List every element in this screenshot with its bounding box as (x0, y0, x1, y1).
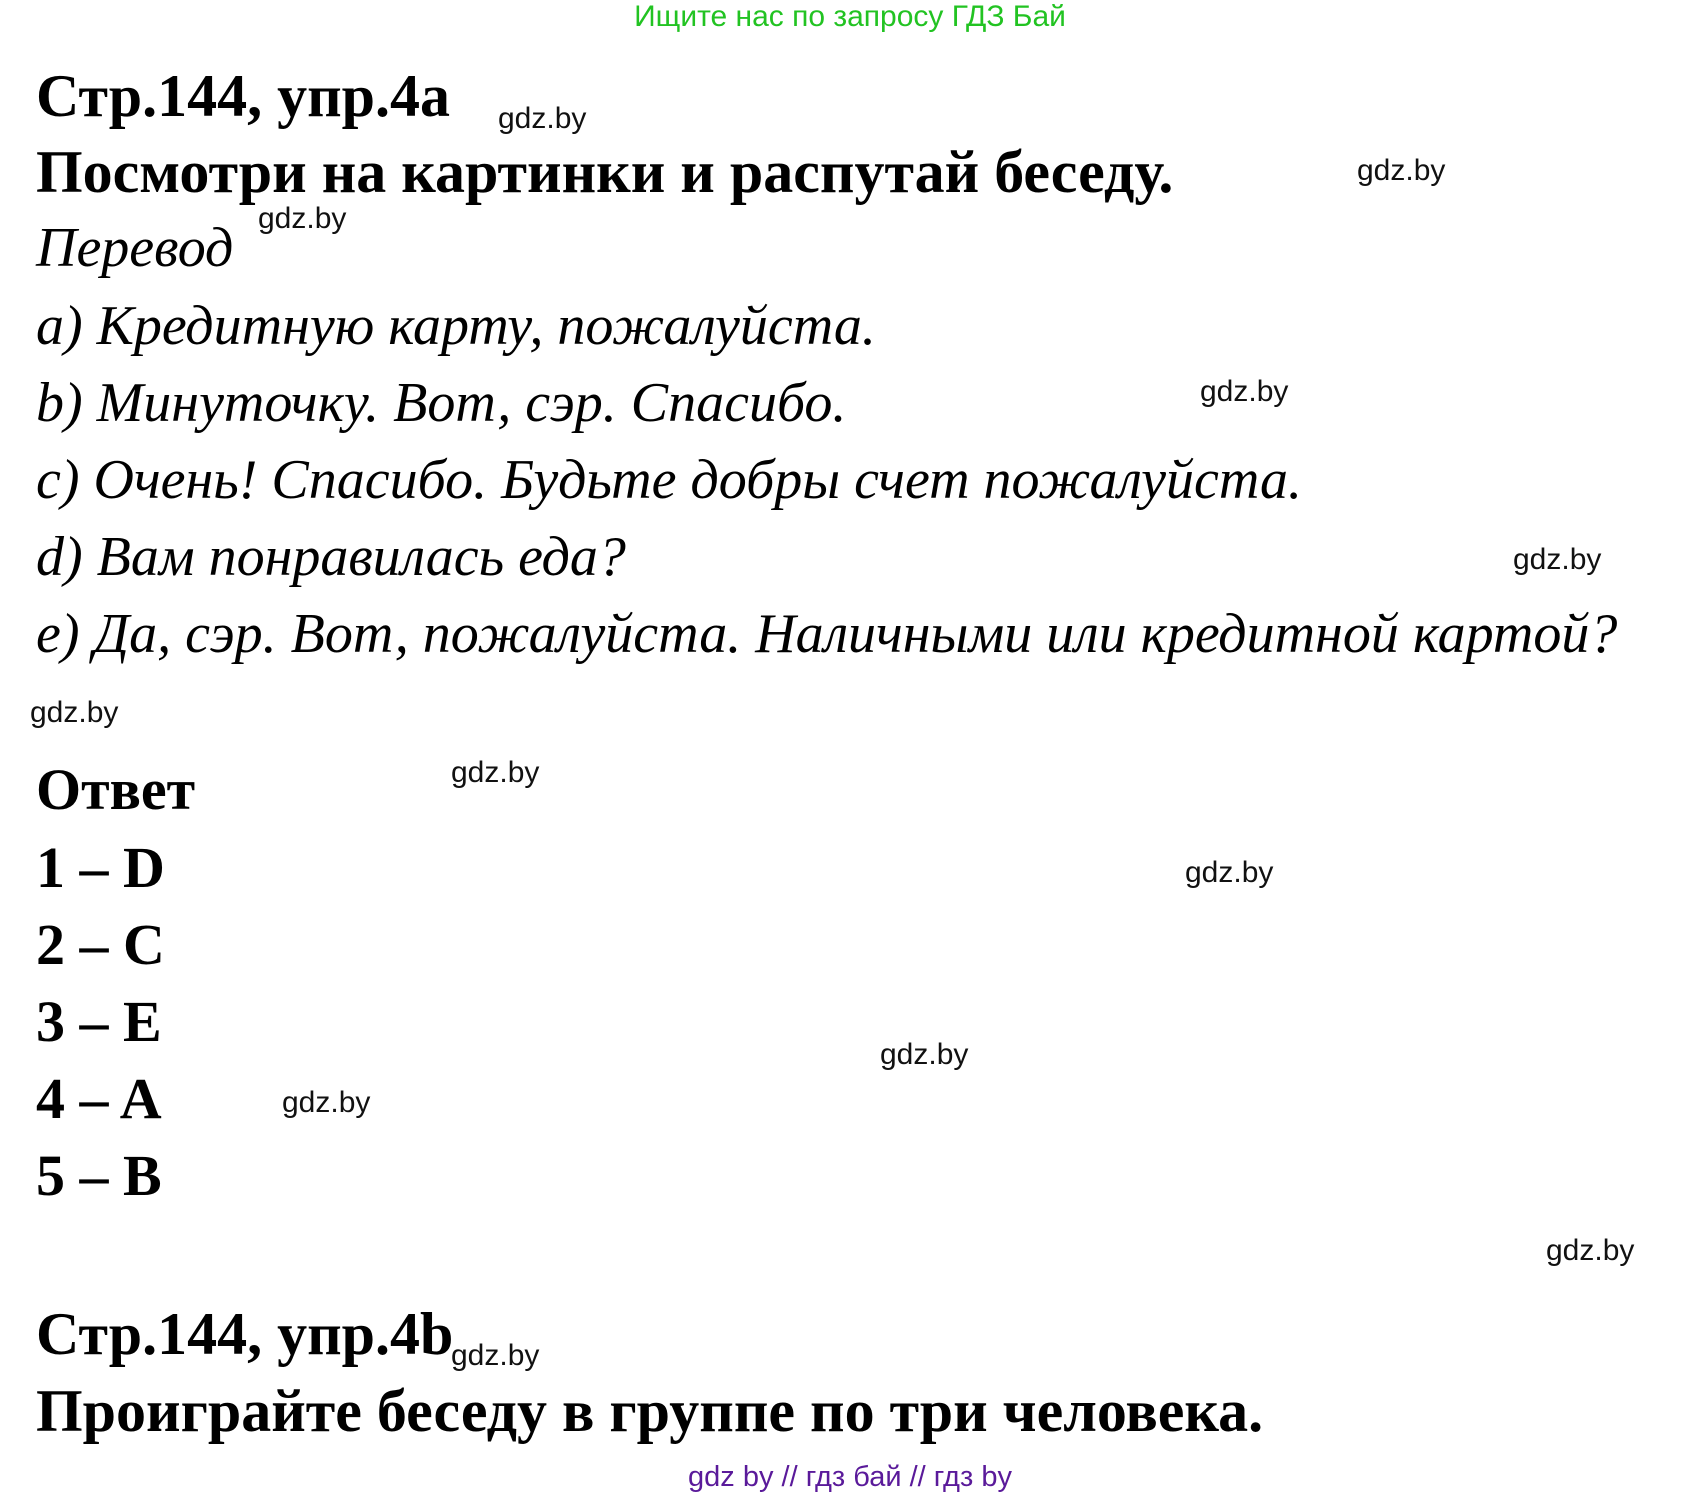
watermark: gdz.by (451, 756, 540, 789)
dialog-line-b: b) Минуточку. Вот, сэр. Спасибо. (36, 372, 847, 434)
exercise-4b-title: Стр.144, упр.4b (36, 1301, 454, 1367)
watermark: gdz.by (880, 1038, 969, 1071)
watermark: gdz.by (1185, 856, 1274, 889)
answer-item-1: 1 – D (36, 835, 165, 900)
translation-label: Перевод (36, 217, 234, 279)
watermark: gdz.by (1546, 1234, 1635, 1267)
watermark: gdz.by (1513, 543, 1602, 576)
watermark: gdz.by (282, 1086, 371, 1119)
dialog-line-e: e) Да, сэр. Вот, пожалуйста. Наличными или кредитной картой? (36, 603, 1618, 665)
watermark: gdz.by (258, 202, 347, 235)
watermark: gdz.by (30, 696, 119, 729)
watermark: gdz.by (498, 102, 587, 135)
exercise-4a-task: Посмотри на картинки и распутай беседу. (36, 139, 1174, 205)
watermark: gdz.by (1357, 154, 1446, 187)
answer-item-3: 3 – E (36, 989, 162, 1054)
answer-item-4: 4 – A (36, 1066, 162, 1131)
dialog-line-a: a) Кредитную карту, пожалуйста. (36, 295, 876, 357)
top-banner: Ищите нас по запросу ГДЗ Бай (634, 0, 1066, 33)
watermark: gdz.by (1200, 375, 1289, 408)
answer-label: Ответ (36, 757, 196, 822)
exercise-4b-task: Проиграйте беседу в группе по три человека. (36, 1378, 1264, 1444)
answer-item-5: 5 – B (36, 1143, 162, 1208)
footer-links: gdz by // гдз бай // гдз by (688, 1461, 1012, 1493)
exercise-4a-title: Стр.144, упр.4a (36, 63, 451, 129)
watermark: gdz.by (451, 1339, 540, 1372)
dialog-line-d: d) Вам понравилась еда? (36, 526, 626, 588)
answer-item-2: 2 – C (36, 912, 165, 977)
dialog-line-c: c) Очень! Спасибо. Будьте добры счет пожалуйста. (36, 449, 1303, 511)
